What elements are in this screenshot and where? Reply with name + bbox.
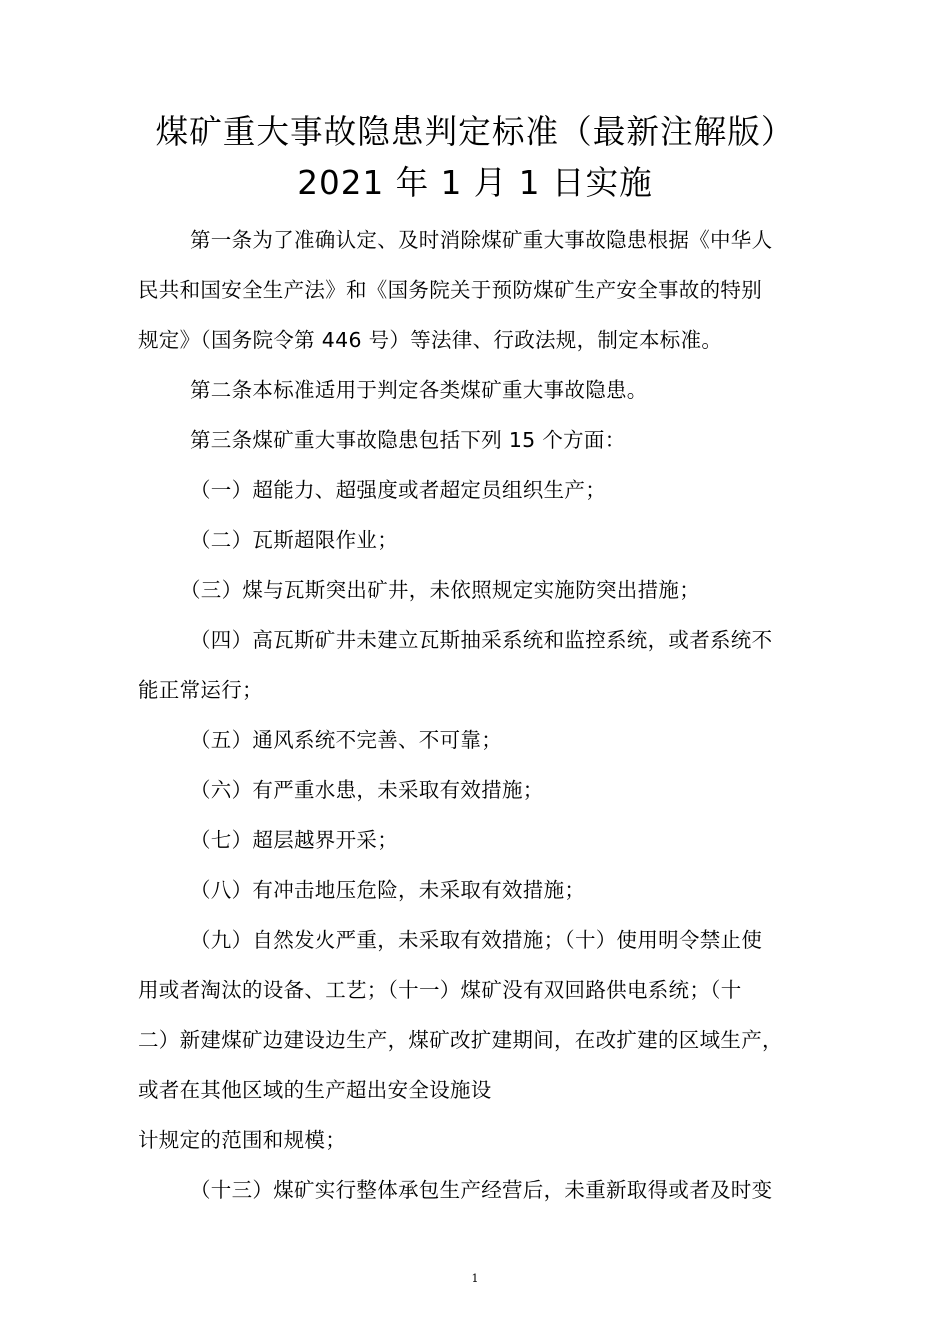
item-10-line: 用或者淘汰的设备、工艺；（十一）煤矿没有双回路供电系统；（十 (138, 978, 742, 1002)
item-9-line: （九）自然发火严重，未采取有效措施；（十）使用明令禁止使 (190, 928, 763, 952)
article-2-line: 第二条本标准适用于判定各类煤矿重大事故隐患。 (190, 378, 648, 402)
item-5-line: （五）通风系统不完善、不可靠； (190, 728, 502, 752)
document-title-line-1: 煤矿重大事故隐患判定标准（最新注解版） (155, 112, 795, 151)
item-12-line-1: 二）新建煤矿边建设边生产，煤矿改扩建期间，在改扩建的区域生产， (138, 1028, 783, 1052)
item-12-line-2: 或者在其他区域的生产超出安全设施设 (138, 1078, 492, 1102)
page-number: 1 (471, 1272, 479, 1285)
item-7-line: （七）超层越界开采； (190, 828, 398, 852)
document-title-line-2: 2021 年 1 月 1 日实施 (297, 163, 653, 202)
item-6-line: （六）有严重水患，未采取有效措施； (190, 778, 544, 802)
item-4-line-2: 能正常运行； (138, 678, 263, 702)
item-12-line-3: 计规定的范围和规模； (138, 1128, 346, 1152)
article-1-line-1: 第一条为了准确认定、及时消除煤矿重大事故隐患根据《中华人 (190, 228, 773, 252)
item-13-line-1: （十三）煤矿实行整体承包生产经营后，未重新取得或者及时变 (190, 1178, 773, 1202)
article-1-line-3: 规定》（国务院令第 446 号）等法律、行政法规，制定本标准。 (138, 328, 723, 352)
article-3-line: 第三条煤矿重大事故隐患包括下列 15 个方面： (190, 428, 626, 452)
item-2-line: （二）瓦斯超限作业； (190, 528, 398, 552)
item-1-line: （一）超能力、超强度或者超定员组织生产； (190, 478, 606, 502)
item-3-line: （三）煤与瓦斯突出矿井，未依照规定实施防突出措施； (180, 578, 700, 602)
item-4-line-1: （四）高瓦斯矿井未建立瓦斯抽采系统和监控系统，或者系统不 (190, 628, 773, 652)
article-1-line-2: 民共和国安全生产法》和《国务院关于预防煤矿生产安全事故的特别 (138, 278, 762, 302)
item-8-line: （八）有冲击地压危险，未采取有效措施； (190, 878, 586, 902)
